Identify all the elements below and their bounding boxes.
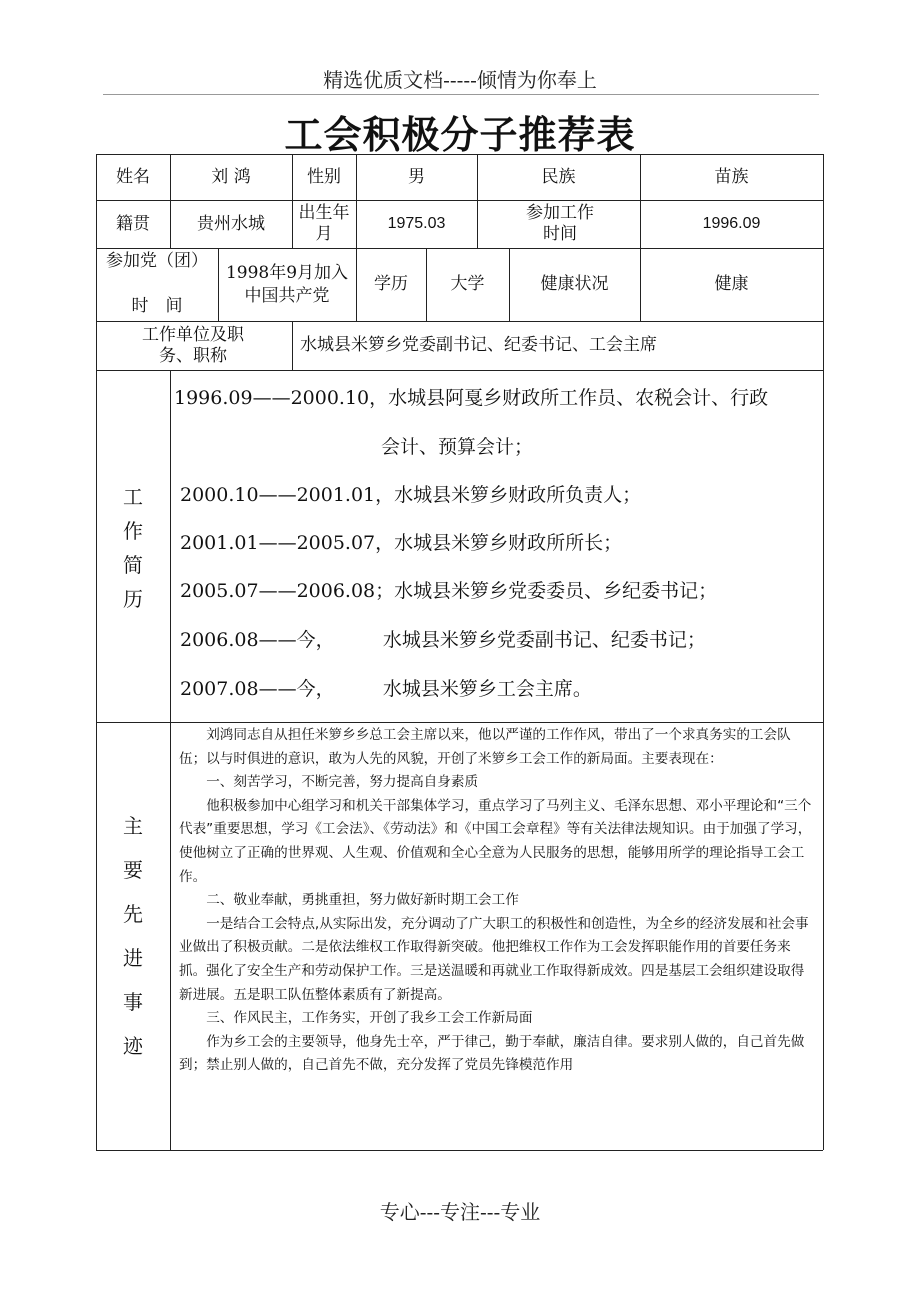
party-join-label-line1: 参加党（团）	[106, 251, 208, 271]
education-label: 学历	[374, 274, 408, 295]
resume-entry: 2000.10——2001.01，水城县米箩乡财政所负责人；	[180, 484, 642, 506]
deeds-label-char: 主	[123, 814, 143, 838]
work-start-value: 1996.09	[702, 214, 761, 232]
resume-entry: 2005.07——2006.08；水城县米箩乡党委委员、乡纪委书记；	[180, 580, 718, 602]
row-divider	[96, 722, 823, 723]
deeds-heading: 三、作风民主，工作务实，开创了我乡工会工作新局面	[206, 1010, 533, 1027]
resume-label-char: 作	[123, 519, 143, 543]
gender-value: 男	[408, 166, 425, 187]
health-label: 健康状况	[540, 274, 609, 295]
resume-entry: 1996.09——2000.10，水城县阿戛乡财政所工作员、农税会计、行政	[174, 387, 769, 409]
col-divider	[218, 248, 219, 321]
table-border-right	[823, 154, 824, 1150]
form-title: 工会积极分子推荐表	[284, 112, 636, 157]
birth-value: 1975.03	[387, 214, 446, 232]
resume-label	[96, 458, 170, 638]
party-join-value: 1998年9月加入中国共产党	[225, 263, 349, 306]
resume-entry-continued: 会计、预算会计；	[381, 436, 534, 458]
birth-label: 出生年月	[298, 202, 350, 244]
work-start-label: 参加工作时间	[526, 202, 594, 244]
party-join-label-line2: 时 间	[131, 295, 183, 316]
ethnicity-value: 苗族	[714, 166, 749, 187]
resume-entry: 2001.01——2005.07，水城县米箩乡财政所所长；	[180, 532, 623, 554]
deeds-label-char: 要	[123, 858, 143, 882]
name-value: 刘 鸿	[211, 166, 251, 187]
party-join-label	[96, 248, 218, 321]
table-border-bottom	[96, 1150, 823, 1151]
name-label: 姓名	[116, 166, 150, 187]
page-footer: 专心---专注---专业	[379, 1200, 541, 1224]
deeds-heading: 一、刻苦学习，不断完善，努力提高自身素质	[206, 774, 479, 791]
deeds-label-char: 迹	[123, 1034, 143, 1058]
deeds-paragraph: 一是结合工会特点,从实际出发，充分调动了广大职工的积极性和创造性，为全乡的经济发展和社会事业做出了积极贡献。二是依法维权工作取得新突破。他把维权工作作为工会发挥职能作用的首要任务来抓。强化了安全生产和劳动保护工作。三是送温暖和再就业工作取得新成效。四是基层工会组织建设取得新进展。五是职工队伍整体素质有了新提高。	[179, 915, 809, 1003]
resume-entry: 2006.08——今， 水城县米箩乡党委副书记、纪委书记；	[180, 629, 706, 651]
deeds-paragraph: 他积极参加中心组学习和机关干部集体学习，重点学习了马列主义、毛泽东思想、邓小平理论和“三个代表”重要思想，学习《工会法》、《劳动法》和《中国工会章程》等有关法律法规知识。由于加强了学习，使他树立了正确的世界观、人生观、价值观和全心全意为人民服务的思想，能够用所学的理论指导工会工作。	[179, 797, 812, 885]
resume-entry: 2007.08——今， 水城县米箩乡工会主席。	[180, 678, 592, 700]
deeds-label-char: 事	[123, 990, 143, 1014]
resume-label-char: 历	[123, 587, 143, 611]
deeds-paragraph: 作为乡工会的主要领导，他身先士卒，严于律己，勤于奉献，廉洁自律。要求别人做的，自己首先做到；禁止别人做的，自己首先不做，充分发挥了党员先锋模范作用	[179, 1033, 805, 1074]
health-value: 健康	[714, 274, 749, 295]
resume-label-char: 工	[123, 485, 143, 509]
education-value: 大学	[450, 274, 485, 295]
gender-label: 性别	[307, 166, 341, 187]
deeds-heading: 二、敬业奉献，勇挑重担，努力做好新时期工会工作	[206, 892, 519, 909]
deeds-label-char: 先	[123, 902, 143, 926]
deeds-text	[179, 724, 815, 1078]
deeds-paragraph: 刘鸿同志自从担任米箩乡乡总工会主席以来，他以严谨的工作作风，带出了一个求真务实的工会队伍；以与时俱进的意识，敢为人先的风貌，开创了米箩乡工会工作的新局面。主要表现在：	[179, 727, 791, 767]
origin-value: 贵州水城	[197, 213, 265, 234]
work-unit-value: 水城县米箩乡党委副书记、纪委书记、工会主席	[300, 335, 657, 356]
header-divider	[103, 94, 819, 95]
resume-label-char: 简	[123, 553, 143, 577]
origin-label: 籍贯	[116, 213, 150, 234]
work-unit-label: 工作单位及职务、职称	[142, 325, 244, 366]
deeds-label	[96, 800, 170, 1072]
deeds-label-char: 进	[123, 946, 143, 970]
row-divider	[96, 370, 823, 371]
col-divider	[170, 370, 171, 1150]
ethnicity-label: 民族	[541, 166, 576, 187]
page-header: 精选优质文档-----倾情为你奉上	[323, 68, 597, 92]
